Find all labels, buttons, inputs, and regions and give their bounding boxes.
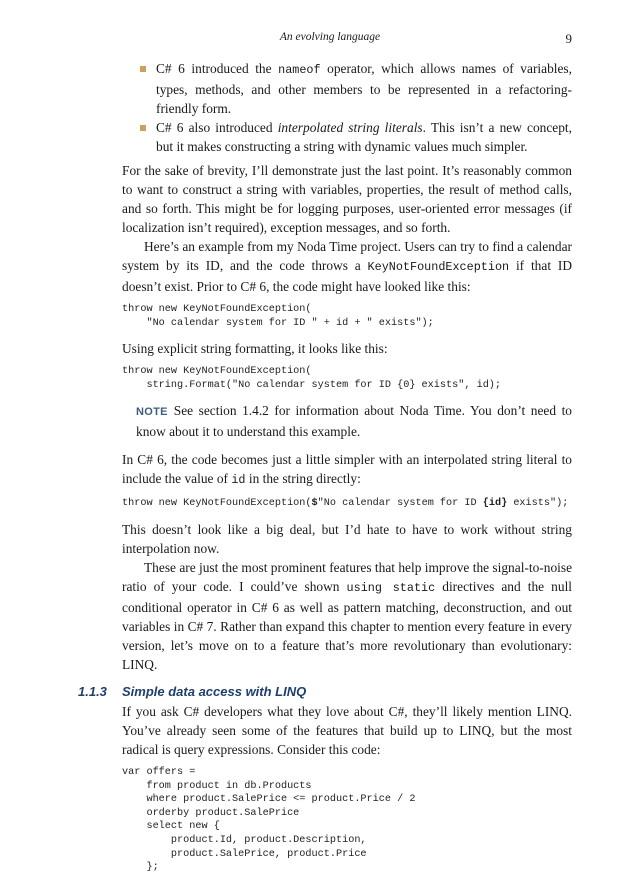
code-bold: $ [311, 498, 318, 510]
paragraph-text: These are just the most prominent features that help improve the signal-to-noise ratio of your code. I could’ve shown [122, 559, 573, 594]
section-title: Simple data access with LINQ [122, 683, 307, 699]
inline-code: using static [346, 580, 436, 595]
running-head [120, 31, 572, 47]
paragraph: If you ask C# developers what they love about C#, they’ll likely mention LINQ. You’ve already seen some of the features that build up to LINQ, but the most radical is query expressions. Consider this code: [122, 703, 572, 757]
code-listing [122, 497, 572, 511]
paragraph [122, 558, 572, 674]
note-callout [122, 401, 572, 441]
paragraph-text: In C# 6, the code becomes just a little simpler with an interpolated string literal to include the value of [122, 452, 572, 487]
paragraph-text: if that ID doesn’t exist. Prior to C# 6, the code might have looked like this: [122, 258, 572, 294]
inline-code: id [231, 473, 246, 488]
section-heading [78, 680, 572, 702]
bullet-text: C# 6 introduced the [156, 61, 279, 76]
paragraph: For the sake of brevity, I’ll demonstrate just the last point. It’s reasonably common to want to construct a string with variables, properties, the result of method calls, and so forth. This might be for logging purposes, user-oriented error messages (if localization isn’t required), exception messages, and so forth. [122, 163, 572, 235]
page-number: 9 [565, 31, 572, 46]
square-bullet-icon [140, 66, 146, 72]
code-text: "No calendar system for ID [317, 498, 483, 510]
section-number: 1.1.3 [78, 683, 107, 699]
running-head-title: An evolving language [279, 31, 381, 43]
paragraph-text: directives and the null conditional operator in C# 6 as well as pattern matching, deconstruction, and out variables in C# 7. Rather than expand this chapter to mention every feature in every version, let’s move on to a feature that’s more revolutionary than evolutionary: LINQ. [122, 578, 573, 672]
code-listing: throw new KeyNotFoundException( string.Format("No calendar system for ID {0} exists", id); [122, 366, 502, 391]
inline-code: nameof [278, 63, 321, 77]
code-text: throw new KeyNotFoundException( [122, 498, 312, 510]
feature-bullet-list [122, 59, 572, 156]
paragraph: This doesn’t look like a big deal, but I’d hate to have to work without string interpolation now. [122, 521, 572, 556]
page-body [78, 59, 573, 875]
bullet-text: C# 6 also introduced [156, 120, 278, 135]
paragraph-text: Here’s an example from my Noda Time project. Users can try to find a calendar system by its ID, and the code throws a [122, 239, 572, 273]
code-text: exists"); [507, 498, 569, 510]
bullet-item-nameof [156, 59, 572, 118]
paragraph: Using explicit string formatting, it looks like this: [122, 341, 388, 357]
paragraph [122, 450, 572, 490]
inline-code: KeyNotFoundException [367, 260, 510, 274]
code-bold: {id} [482, 498, 508, 510]
paragraph [122, 237, 572, 296]
square-bullet-icon [140, 125, 146, 131]
code-listing: throw new KeyNotFoundException( "No calendar system for ID " + id + " exists"); [122, 304, 434, 329]
bullet-text: operator, which allows names of variables, types, methods, and other members to be represented in a refactoring-friendly form. [156, 61, 572, 116]
note-text: See section 1.4.2 for information about Noda Time. You don’t need to know about it to understand this example. [136, 403, 572, 440]
code-listing: var offers = from product in db.Products where product.SalePrice <= product.Price / 2 orderby product.SalePrice select new { product.Id, product.Description, product.SalePrice, product.Price }; [122, 766, 416, 874]
bullet-text: . This isn’t a new concept, but it makes constructing a string with dynamic values much simpler. [156, 120, 573, 154]
bullet-item-interpolated-strings [156, 118, 572, 156]
paragraph-text: in the string directly: [245, 471, 361, 487]
emphasis-text: interpolated string literals [277, 120, 423, 135]
note-label: NOTE [136, 406, 168, 419]
